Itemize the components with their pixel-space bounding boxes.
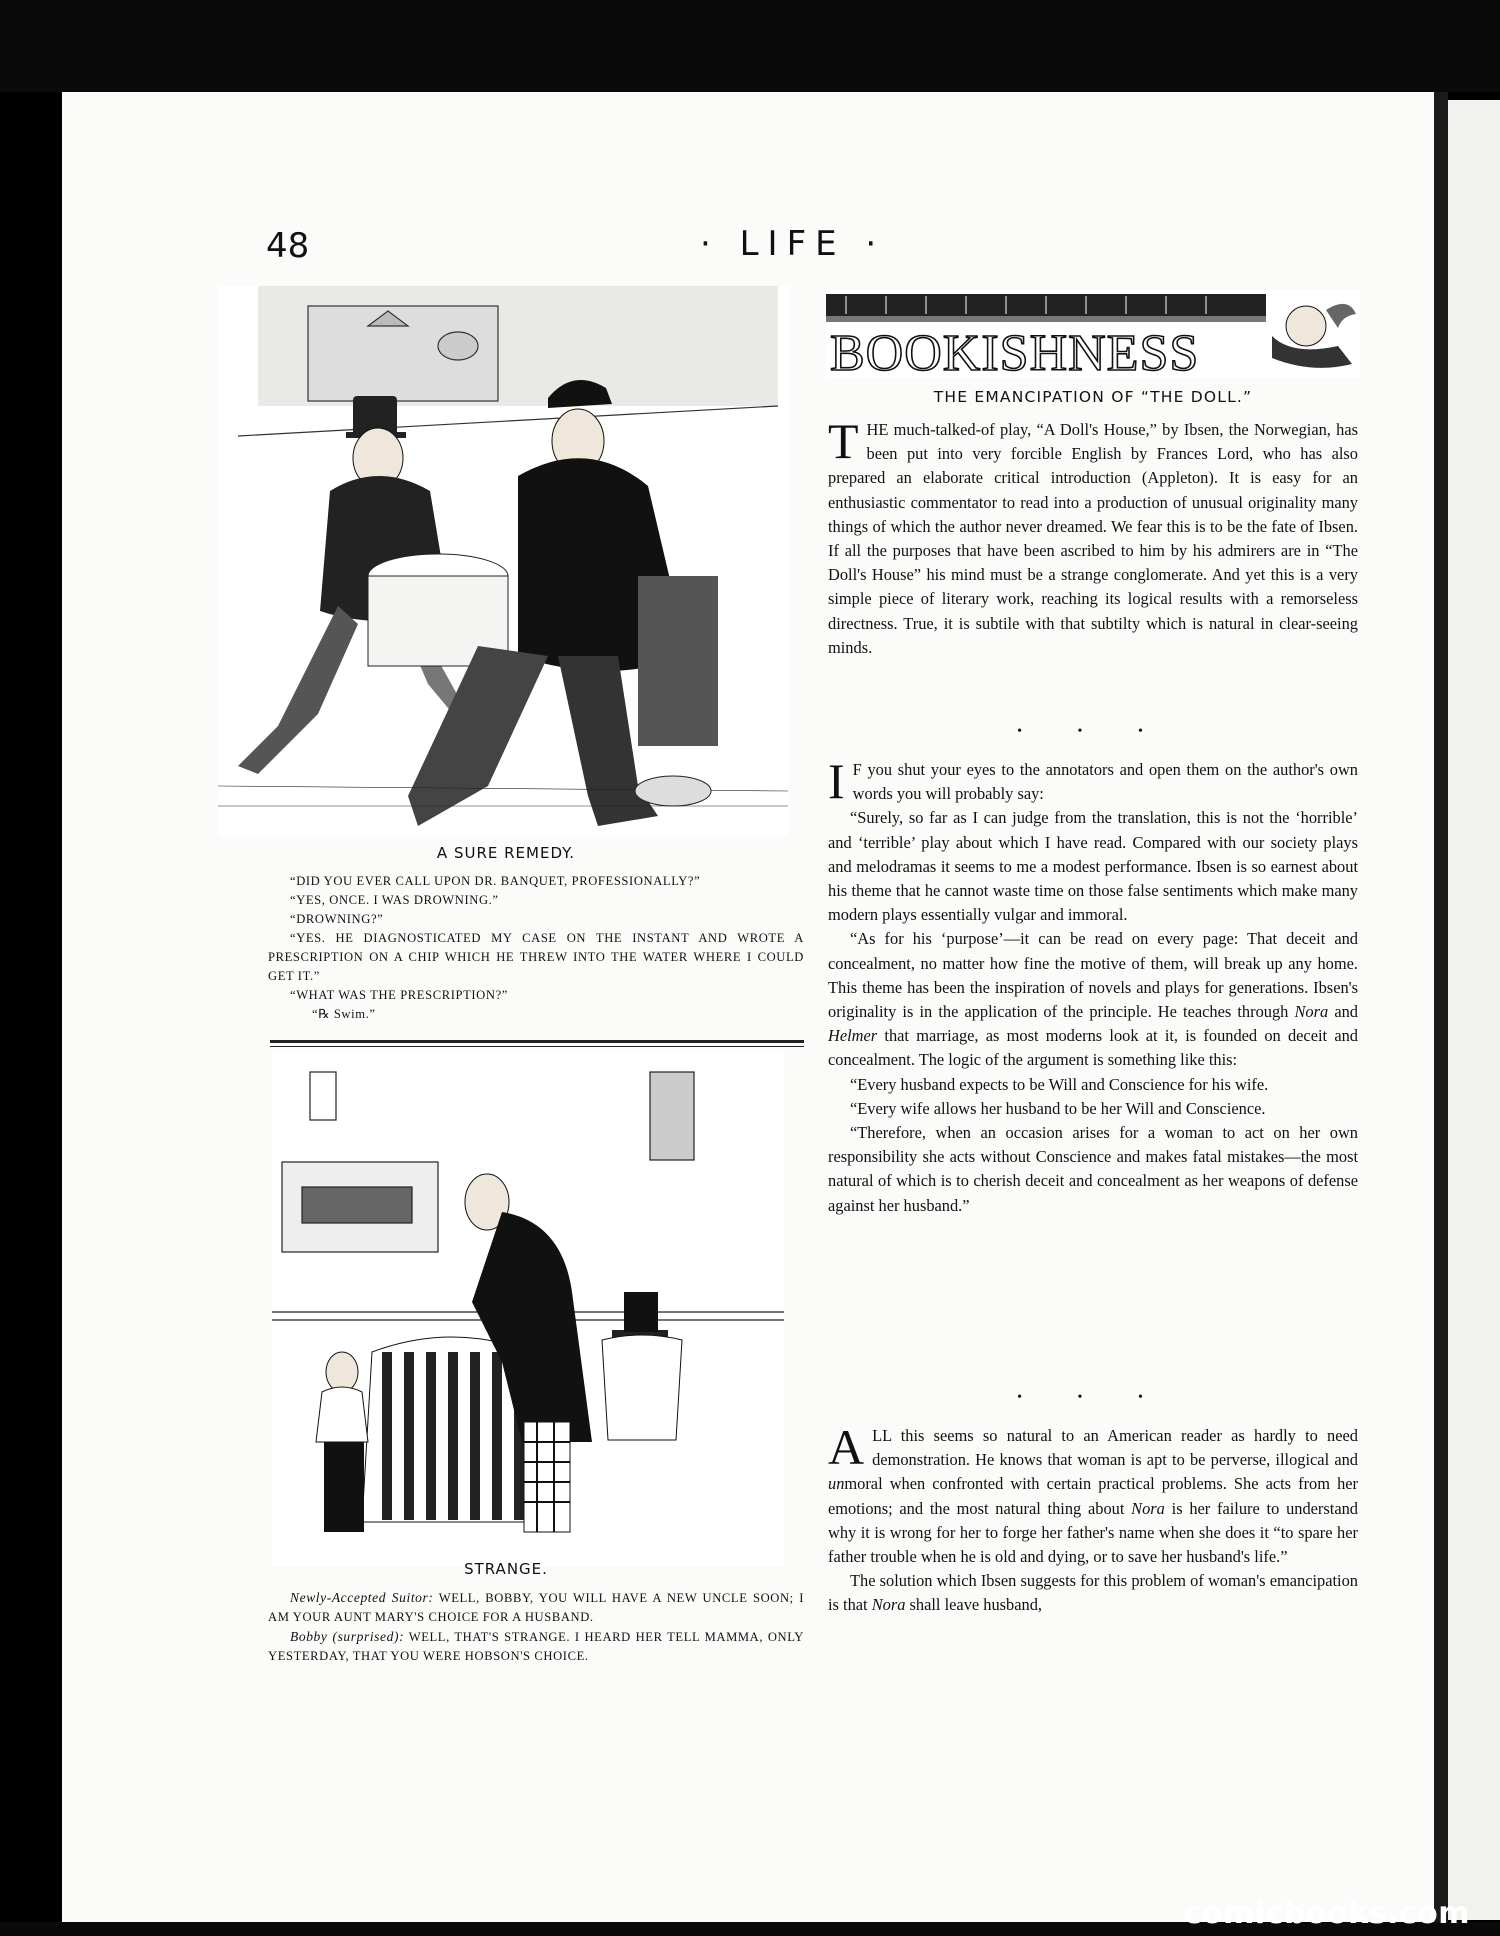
watermark: comicbooks.com (1183, 1896, 1470, 1931)
dialog-line (268, 1627, 804, 1666)
dialog-line: “DID YOU EVER CALL UPON DR. BANQUET, PROFESSIONALLY?” (290, 874, 701, 888)
paragraph-text: “As for his ‘purpose’—it can be read on every page: That deceit and concealment, no matter how fine the motive of them, will break up any home. This theme has been the inspiration of novels and plays for generations. Ibsen's originality is in the application of the principle. He teaches through (828, 929, 1358, 1022)
paragraph-text: The solution which Ibsen suggests for this problem of woman's emancipation is that (828, 1571, 1358, 1615)
dialog-text: WELL, THAT'S STRANGE. I HEARD HER TELL MAMMA, ONLY YESTERDAY, THAT YOU WERE HOBSON'S CHOICE. (268, 1630, 804, 1663)
paragraph: “Surely, so far as I can judge from the translation, this is not the ‘horrible’ and ‘terrible’ play about which I have read. Compared with our society plays and melodramas it seems to me a modest performance. Ibsen is so earnest about his theme that he cannot waste time on those false sentiments which make many modern plays essentially vulgar and immoral. (828, 808, 1358, 925)
paragraph-text: is her failure to understand why it is wrong for her to forge her father's name when she does it “to spare her father trouble when he is old and dying, or to save her husband's life.” (828, 1498, 1358, 1567)
banner-title: BOOKISHNESS (830, 325, 1200, 378)
paragraph: “Therefore, when an occasion arises for a woman to act on her own responsibility she acts without Conscience and makes fatal mistakes—the most natural of which is to cherish deceit and concealment as her weapons of defense against her husband.” (828, 1123, 1358, 1215)
article-body (828, 753, 1358, 1218)
paragraph-text: LL this seems so natural to an American reader as hardly to need demonstration. He knows that woman is apt to be perverse, illogical and (872, 1426, 1358, 1470)
paragraph (828, 413, 1358, 660)
scan-border-top (0, 0, 1500, 92)
masthead: · LIFE · (700, 224, 886, 264)
cartoon-dialog (268, 872, 804, 1024)
paragraph: “Every husband expects to be Will and Conscience for his wife. (850, 1074, 1269, 1094)
cartoon-title: STRANGE. (464, 1560, 548, 1578)
cartoon-sure-remedy-drawing (218, 286, 788, 836)
dialog-line: “WHAT WAS THE PRESCRIPTION?” (290, 988, 508, 1002)
character-name: Nora (1294, 1002, 1329, 1022)
drop-cap: T (828, 413, 859, 469)
paragraph: “Every wife allows her husband to be her Will and Conscience. (850, 1098, 1266, 1118)
article-heading: THE EMANCIPATION OF “THE DOLL.” (933, 388, 1253, 406)
article-body (828, 1419, 1358, 1618)
article-paragraph (828, 413, 1358, 660)
cartoon-dialog (268, 1588, 804, 1666)
paragraph-text: HE much-talked-of play, “A Doll's House,” by Ibsen, the Norwegian, has been put into very forcible English by Frances Lord, who has also prepared an elaborate critical introduction (Appleton). It is easy for an enthusiastic commentator to read into a production of unusual originality many things of which the author never dreamed. We fear this is to be the fate of Ibsen. If all the purposes that have been ascribed to him by his admirers are in “The Doll's House” his mind must be a strange conglomerate. And yet this is a very simple piece of literary work, reaching its logical results with a remorseless directness. True, it is subtile with that subtilty which is natural in clear-seeing minds. (828, 420, 1358, 657)
paragraph (828, 1569, 1358, 1617)
bookishness-banner (826, 290, 1360, 378)
paragraph-text: that marriage, as most moderns look at it, is founded on deceit and concealment. The logic of the argument is something like this: (828, 1026, 1358, 1070)
cartoon-strange-drawing (272, 1052, 784, 1566)
paragraph-text: moral when confronted with certain practical problems. She acts from her emotions; and the most natural thing about (828, 1474, 1358, 1518)
cartoon-title: A SURE REMEDY. (436, 844, 576, 862)
page-gutter (1434, 92, 1448, 1924)
dialog-line: “YES, ONCE. I WAS DROWNING.” (290, 893, 499, 907)
drop-cap: I (828, 753, 845, 809)
section-divider (270, 1040, 804, 1043)
dialog-text: WELL, BOBBY, YOU WILL HAVE A NEW UNCLE SOON; I AM YOUR AUNT MARY'S CHOICE FOR A HUSBAND. (268, 1591, 804, 1624)
paragraph (828, 927, 1358, 1072)
emphasis: un (828, 1474, 845, 1494)
page-number: 48 (266, 226, 310, 266)
section-ornament: • • • (1017, 724, 1169, 739)
paragraph-text: and (1334, 1002, 1358, 1022)
dialog-line: “DROWNING?” (290, 912, 384, 926)
dialog-line: “YES. HE DIAGNOSTICATED MY CASE ON THE INSTANT AND WROTE A PRESCRIPTION ON A CHIP WHICH HE THREW INTO THE WATER WHERE I COULD GET IT.” (268, 931, 804, 983)
dialog-line: “℞ Swim.” (312, 1007, 376, 1021)
section-ornament: • • • (1017, 1390, 1169, 1405)
paragraph (828, 753, 1358, 809)
speaker-label: Bobby (surprised): (290, 1629, 405, 1644)
paragraph-text: F you shut your eyes to the annotators and open them on the author's own words you will probably say: (852, 760, 1358, 804)
cartoon-sure-remedy-illustration (218, 286, 788, 836)
section-divider-thin (270, 1046, 804, 1047)
drop-cap: A (828, 1419, 865, 1475)
character-name: Helmer (828, 1026, 878, 1046)
bookishness-banner-art (826, 290, 1360, 378)
speaker-label: Newly-Accepted Suitor: (290, 1590, 434, 1605)
dialog-line (268, 1588, 804, 1627)
cartoon-strange-illustration (272, 1052, 784, 1566)
next-page-edge (1448, 100, 1500, 1920)
character-name: Nora (1131, 1498, 1165, 1518)
character-name: Nora (871, 1595, 906, 1615)
paragraph-text: shall leave husband, (909, 1595, 1042, 1615)
paragraph (828, 1419, 1358, 1569)
